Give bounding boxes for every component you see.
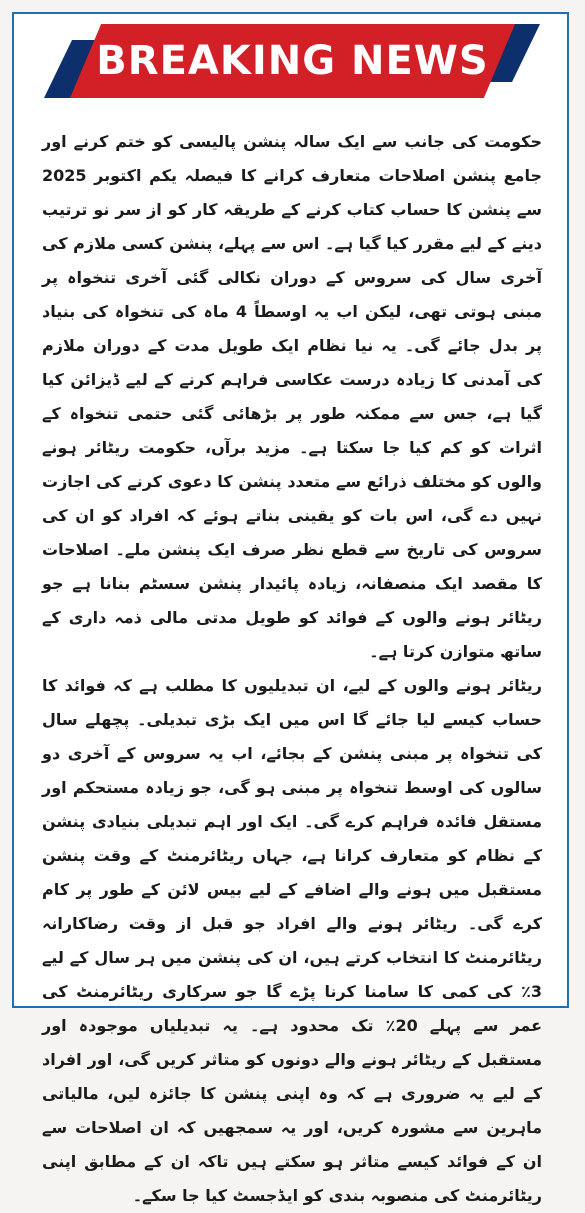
banner-title: BREAKING NEWS: [96, 38, 489, 84]
article-paragraph: حکومت کی جانب سے ایک سالہ پنشن پالیسی کو ختم کرنے اور جامع پنشن اصلاحات متعارف کرانے کا فیصلہ یکم اکتوبر 2025 سے پنشن کا حساب کتاب کرنے کے طریقہ کار کو از سر نو ترتیب دینے کے لیے مقرر کیا گیا ہے۔ اس سے پہلے، پنشن کسی ملازم کی آخری سال کی سروس کے دوران نکالی گئی آخری تنخواہ پر مبنی ہوتی تھی، لیکن اب یہ اوسطاً 4 ماہ کی تنخواہ کی بنیاد پر بدل جائے گی۔ یہ نیا نظام ایک طویل مدت کے دوران ملازم کی آمدنی کا زیادہ درست عکاسی فراہم کرنے کے لیے ڈیزائن کیا گیا ہے، جس سے ممکنہ طور پر بڑھائی گئی حتمی تنخواہ کے اثرات کو کم کیا جا سکتا ہے۔ مزید برآں، حکومت ریٹائر ہونے والوں کو مختلف ذرائع سے متعدد پنشن کا دعوی کرنے کی اجازت نہیں دے گی، اس بات کو یقینی بناتے ہوئے کہ افراد کو ان کی سروس کی تاریخ سے قطع نظر صرف ایک پنشن ملے۔ اصلاحات کا مقصد ایک منصفانہ، زیادہ پائیدار پنشن سسٹم بنانا ہے جو ریٹائر ہونے والوں کے فوائد کو طویل مدتی مالی ذمہ داری کے ساتھ متوازن کرتا ہے۔: [42, 132, 543, 661]
article-body: [42, 125, 543, 1205]
article-paragraph: ریٹائر ہونے والوں کے لیے، ان تبدیلیوں کا مطلب ہے کہ فوائد کا حساب کیسے لیا جائے گا اس میں ایک بڑی تبدیلی۔ پچھلے سال کی تنخواہ پر مبنی پنشن کے بجائے، اب یہ سروس کے آخری دو سالوں کی اوسط تنخواہ پر مبنی ہو گی، جو زیادہ مستحکم اور مستقل فائدہ فراہم کرے گی۔ ایک اور اہم تبدیلی بنیادی پنشن کے نظام کو متعارف کرانا ہے، جہاں ریٹائرمنٹ کے وقت پنشن مستقبل میں ہونے والے اضافے کے لیے بیس لائن کے طور پر کام کرے گی۔ ریٹائر ہونے والے افراد جو قبل از وقت رضاکارانہ ریٹائرمنٹ کا انتخاب کرتے ہیں، ان کی پنشن میں ہر سال کے لیے 3٪ کی کمی کا سامنا کرنا پڑے گا جو سرکاری ریٹائرمنٹ کی عمر سے پہلے 20٪ تک محدود ہے۔ یہ تبدیلیاں موجودہ اور مستقبل کے ریٹائر ہونے والے دونوں کو متاثر کریں گی، اور افراد کے لیے یہ ضروری ہے کہ وہ اپنی پنشن کا جائزہ لیں، مالیاتی ماہرین سے مشورہ کریں، اور یہ سمجھیں کہ ان اصلاحات سے ان کے فوائد کیسے متاثر ہو سکتے ہیں تاکہ ان کے مطابق اپنی ریٹائرمنٹ کی منصوبہ بندی کو ایڈجسٹ کیا جا سکے۔: [42, 676, 543, 1205]
